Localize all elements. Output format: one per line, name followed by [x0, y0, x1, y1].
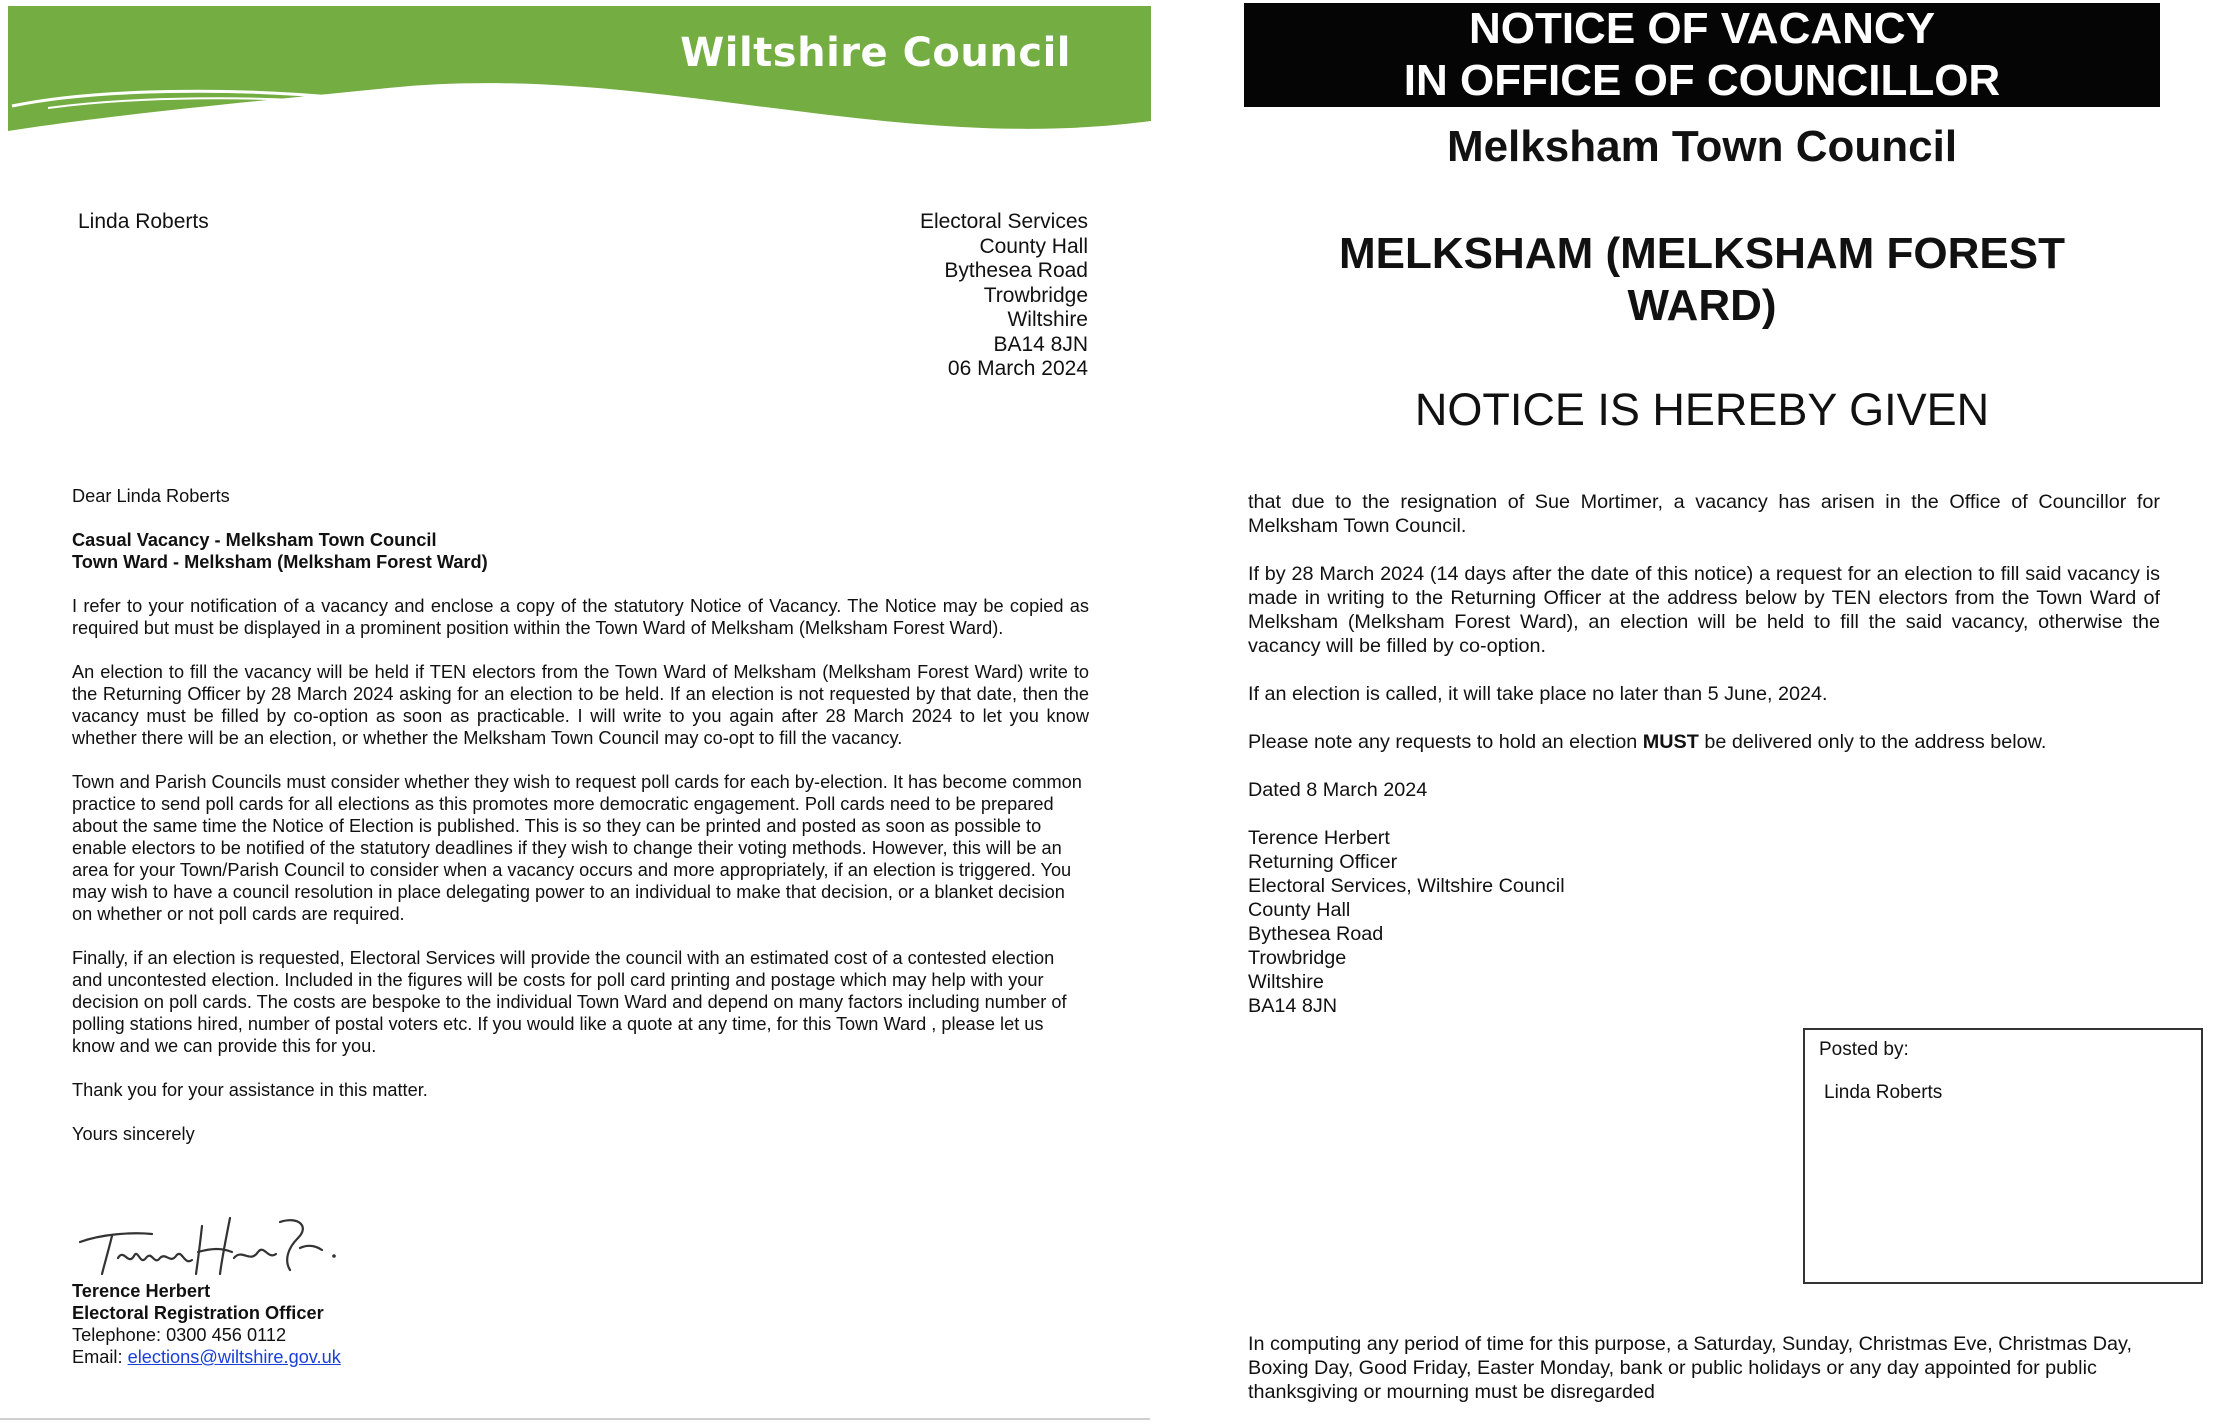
letter-paragraph: I refer to your notification of a vacancy and enclose a copy of the statutory Notice of Vacancy. The Notice may be copied as required but must be displayed in a prominent position within the Town Ward of Melksham (Melksham Forest Ward).: [72, 596, 1089, 638]
officer-line: BA14 8JN: [1248, 995, 1338, 1017]
notice-paragraph: If by 28 March 2024 (14 days after the date of this notice) a request for an election to fill said vacancy is made in writing to the Returning Officer at the address below by TEN electors from the Town Ward of Melksham (Melksham Forest Ward), an election will be held to fill the said vacancy, otherwise the vacancy will be filled by co-option.: [1248, 563, 2160, 657]
dated-line: Dated 8 March 2024: [1248, 779, 1428, 801]
ward-name-line: MELKSHAM (MELKSHAM FOREST: [1339, 229, 2065, 278]
officer-line: Trowbridge: [1248, 947, 1347, 969]
notice-text: Please note any requests to hold an election: [1248, 731, 1643, 753]
salutation: Dear Linda Roberts: [72, 486, 230, 506]
address-line: BA14 8JN: [993, 332, 1088, 356]
letter-paragraph: Finally, if an election is requested, Electoral Services will provide the council with an estimated cost of a contested election and uncontested election. Included in the figures will be costs for poll card printing and postage which may help with your decision on poll cards. The costs are bespoke to the individual Town Ward and depend on many factors including number of polling stations hired, number of postal voters etc. If you would like a quote at any time, for this Town Ward , please let us know and we can provide this for you.: [72, 948, 1067, 1056]
telephone-line: [72, 1324, 341, 1346]
returning-officer-address: [1248, 826, 2160, 1018]
notice-header-line: NOTICE OF VACANCY: [1468, 4, 1936, 53]
officer-line: County Hall: [1248, 899, 1351, 921]
notice-header: [1244, 3, 2160, 107]
officer-line: Wiltshire: [1248, 971, 1324, 993]
officer-line: Terence Herbert: [1248, 827, 1390, 849]
subject-line: Town Ward - Melksham (Melksham Forest Ward): [72, 552, 488, 572]
letter-paragraph: Town and Parish Councils must consider whether they wish to request poll cards for each by-election. It has become common practice to send poll cards for all elections as this promotes more democratic engagement. Poll cards need to be prepared about the same time the Notice of Election is published. This is so they can be printed and posted as soon as possible to enable electors to be notified of the statutory deadlines if they wish to change their voting methods. However, this will be an area for your Town/Parish Council to consider when a vacancy occurs and more appropriately, if an election is triggered. You may wish to have a council resolution in place delegating power to an individual to make that decision, or a blanket decision on whether or not poll cards are required.: [72, 772, 1082, 924]
letter-body: [72, 485, 1089, 1167]
notice-paragraph: that due to the resignation of Sue Mortimer, a vacancy has arisen in the Office of Councillor for Melksham Town Council.: [1248, 491, 2160, 537]
address-line: Electoral Services: [919, 210, 1088, 233]
letterhead-banner: [8, 6, 1151, 136]
letter-paragraph: Thank you for your assistance in this matter.: [72, 1080, 428, 1100]
page-bottom-rule: [0, 1418, 1150, 1420]
handwritten-signature: [72, 1208, 352, 1280]
officer-line: Returning Officer: [1248, 851, 1398, 873]
letter-paragraph: An election to fill the vacancy will be held if TEN electors from the Town Ward of Melksham (Melksham Forest Ward) write to the Returning Officer by 28 March 2024 asking for an election to be held. If an election is not requested by that date, then the vacancy must be filled by co-option as soon as practicable. I will write to you again after 28 March 2024 to let you know whether there will be an election, or whether the Melksham Town Council may co-opt to fill the vacancy.: [72, 662, 1089, 748]
brand-name: Wiltshire Council: [680, 30, 1071, 76]
posted-by-label: Posted by:: [1819, 1039, 1909, 1060]
notice-given-heading: NOTICE IS HEREBY GIVEN: [1414, 384, 1990, 435]
sender-address: [920, 210, 1088, 382]
ward-name: [1244, 228, 2160, 332]
officer-line: Electoral Services, Wiltshire Council: [1248, 875, 1565, 897]
notice-footnote: In computing any period of time for this purpose, a Saturday, Sunday, Christmas Eve, Christmas Day, Boxing Day, Good Friday, Easter Monday, bank or public holidays or any day appointed for public thanksgiving or mourning must be disregarded: [1248, 1333, 2132, 1403]
address-line: Wiltshire: [1007, 308, 1088, 331]
emphasis-text: MUST: [1642, 731, 1699, 753]
notice-header-line: IN OFFICE OF COUNCILLOR: [1403, 56, 2001, 105]
vacancy-notice: [1230, 0, 2216, 1424]
notice-paragraph: [1248, 730, 2160, 754]
council-name: Melksham Town Council: [1446, 122, 1958, 171]
email-label: Email:: [72, 1347, 123, 1367]
email-line: [72, 1346, 341, 1368]
subject-line: Casual Vacancy - Melksham Town Council: [72, 530, 437, 550]
signatory-title: Electoral Registration Officer: [72, 1303, 324, 1323]
closing: Yours sincerely: [72, 1124, 195, 1144]
telephone-label: Telephone:: [72, 1325, 161, 1345]
officer-line: Bythesea Road: [1248, 923, 1384, 945]
notice-paragraph: If an election is called, it will take place no later than 5 June, 2024.: [1248, 683, 1828, 705]
logo-swoosh-icon: [8, 86, 348, 112]
email-link[interactable]: elections@wiltshire.gov.uk: [127, 1347, 341, 1367]
notice-text: be delivered only to the address below.: [1698, 731, 2047, 753]
subject-block: [72, 529, 1089, 573]
letter-date: 06 March 2024: [947, 357, 1088, 380]
posted-by-name: Linda Roberts: [1824, 1082, 1943, 1103]
recipient-name: Linda Roberts: [78, 210, 209, 233]
ward-name-line: WARD): [1627, 281, 1777, 330]
notice-body: [1248, 490, 2160, 1018]
address-line: Trowbridge: [983, 283, 1088, 307]
address-line: Bythesea Road: [944, 259, 1088, 282]
signatory-name: Terence Herbert: [72, 1281, 211, 1301]
telephone-number: 0300 456 0112: [166, 1325, 287, 1345]
posted-by-box: [1803, 1028, 2203, 1284]
signature-block: [72, 1280, 341, 1368]
address-line: County Hall: [979, 234, 1088, 258]
